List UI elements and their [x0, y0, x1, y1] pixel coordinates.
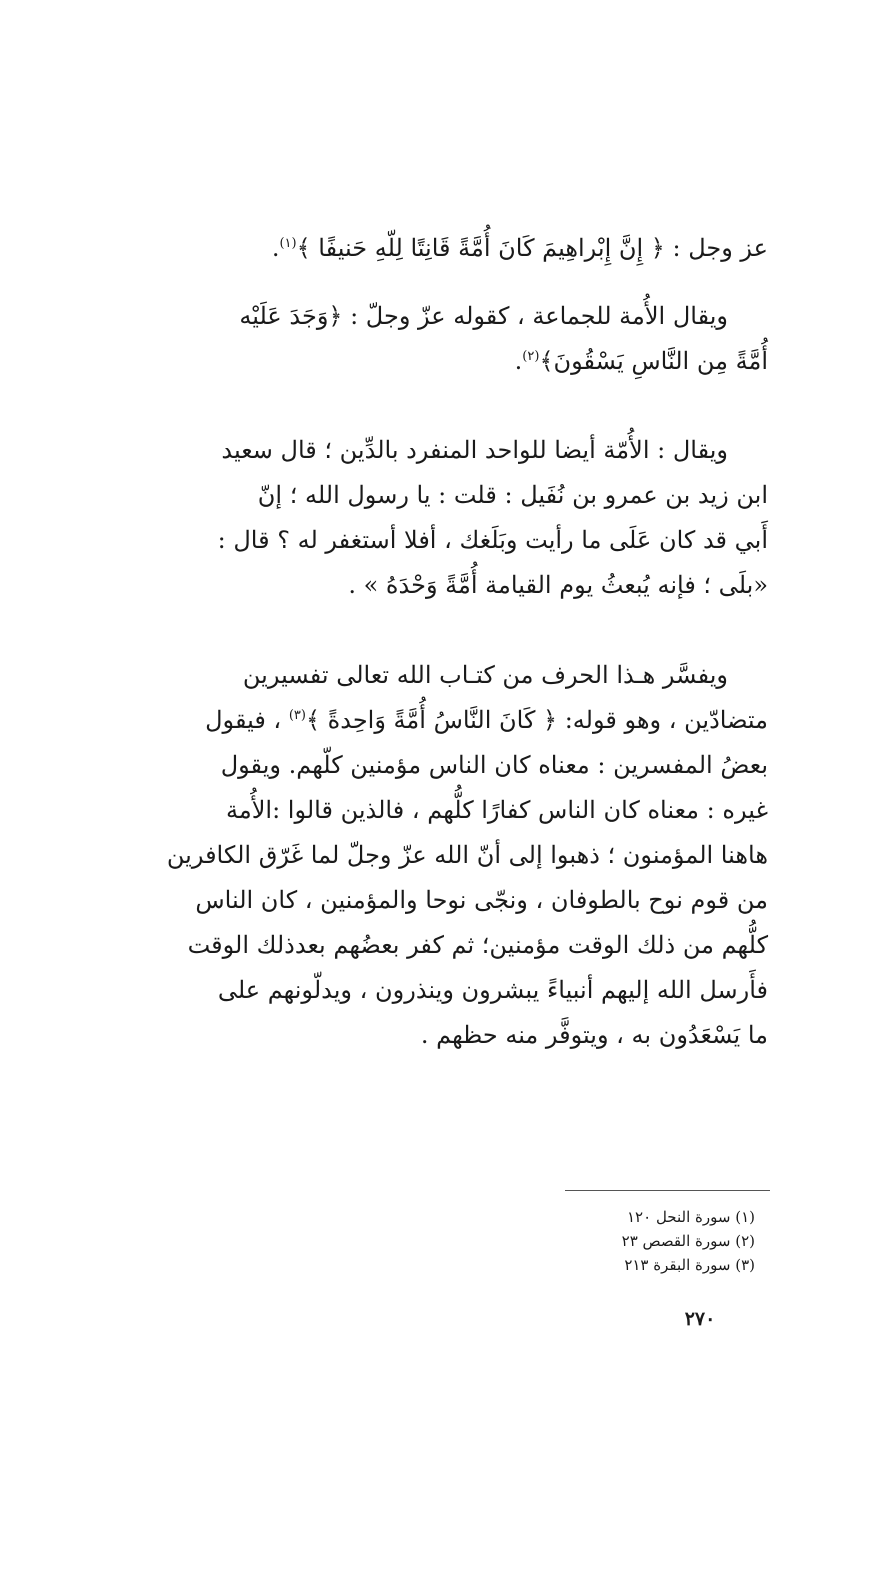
footnote-text: سورة البقرة ٢١٣	[624, 1256, 731, 1274]
text-line: غيره : معناه كان الناس كفارًا كلُّهم ، فالذين قالوا :الأُمة	[225, 796, 768, 824]
text-line: أَبي قد كان عَلَى ما رأيت وبَلَغك ، أفلا أستغفر له ؟ قال :	[217, 526, 768, 554]
text-line: من قوم نوح بالطوفان ، ونجّى نوحا والمؤمنين ، كان الناس	[195, 886, 768, 914]
footnotes	[480, 1205, 755, 1277]
footnote-number: (٣)	[735, 1256, 755, 1274]
paragraph-4	[108, 653, 768, 1058]
footnote-item	[480, 1253, 755, 1277]
text-line: بعضُ المفسرين : معناه كان الناس مؤمنين كلّهم. ويقول	[220, 751, 768, 779]
page-number: ٢٧٠	[684, 1308, 716, 1330]
text-line: ابن زيد بن عمرو بن نُفَيل : قلت : يا رسول الله ؛ إنّ	[257, 481, 768, 509]
footnote-marker: (٢)	[522, 349, 540, 364]
text-line: أُمَّةً مِن النَّاسِ يَسْقُونَ﴾$^{(٢)}$.	[514, 347, 768, 375]
text-line: ما يَسْعَدُون به ، ويتوفَّر منه حظهم .	[420, 1021, 768, 1049]
footnote-marker: (١)	[279, 236, 297, 251]
footnote-text: سورة النحل ١٢٠	[627, 1208, 731, 1226]
footnote-number: (١)	[735, 1208, 755, 1226]
text-line: ويفسَّر هـذا الحرف من كتـاب الله تعالى تفسيرين	[242, 661, 728, 689]
footnote-number: (٢)	[735, 1232, 755, 1250]
text-line: فأَرسل الله إليهم أنبياءً يبشرون وينذرون ، ويدلّونهم على	[217, 976, 768, 1004]
footnote-marker: (٣)	[288, 708, 306, 723]
text-line: «بلَى ؛ فإنه يُبعثُ يوم القيامة أُمَّةً وَحْدَهُ » .	[348, 571, 768, 599]
footnote-item	[480, 1205, 755, 1229]
text-line: هاهنا المؤمنون ؛ ذهبوا إلى أنّ الله عزّ وجلّ لما غَرّق الكافرين	[166, 841, 768, 869]
text-line: ويقال : الأُمّة أيضا للواحد المنفرد بالدِّين ؛ قال سعيد	[221, 436, 728, 464]
text-line: كلُّهم من ذلك الوقت مؤمنين؛ ثم كفر بعضُهم بعدذلك الوقت	[187, 931, 768, 959]
footnote-item	[480, 1229, 755, 1253]
paragraph-2	[108, 294, 768, 384]
text-line: عز وجل : ﴿ إِنَّ إِبْراهِيمَ كَانَ أُمَّةً قَانِتًا لِلّهِ حَنيفًا ﴾$^{(١)}$.	[271, 234, 768, 262]
text-line: ويقال الأُمة للجماعة ، كقوله عزّ وجلّ : ﴿وَجَدَ عَلَيْه	[239, 302, 728, 330]
paragraph-3	[108, 428, 768, 608]
text-line: متضادّين ، وهو قوله: ﴿ كَانَ النَّاسُ أُمَّةً وَاحِدةً ﴾$^{(٣)}$ ، فيقول	[205, 706, 768, 734]
footnote-text: سورة القصص ٢٣	[621, 1232, 731, 1250]
paragraph-1	[108, 226, 768, 271]
footnote-divider	[565, 1190, 770, 1191]
